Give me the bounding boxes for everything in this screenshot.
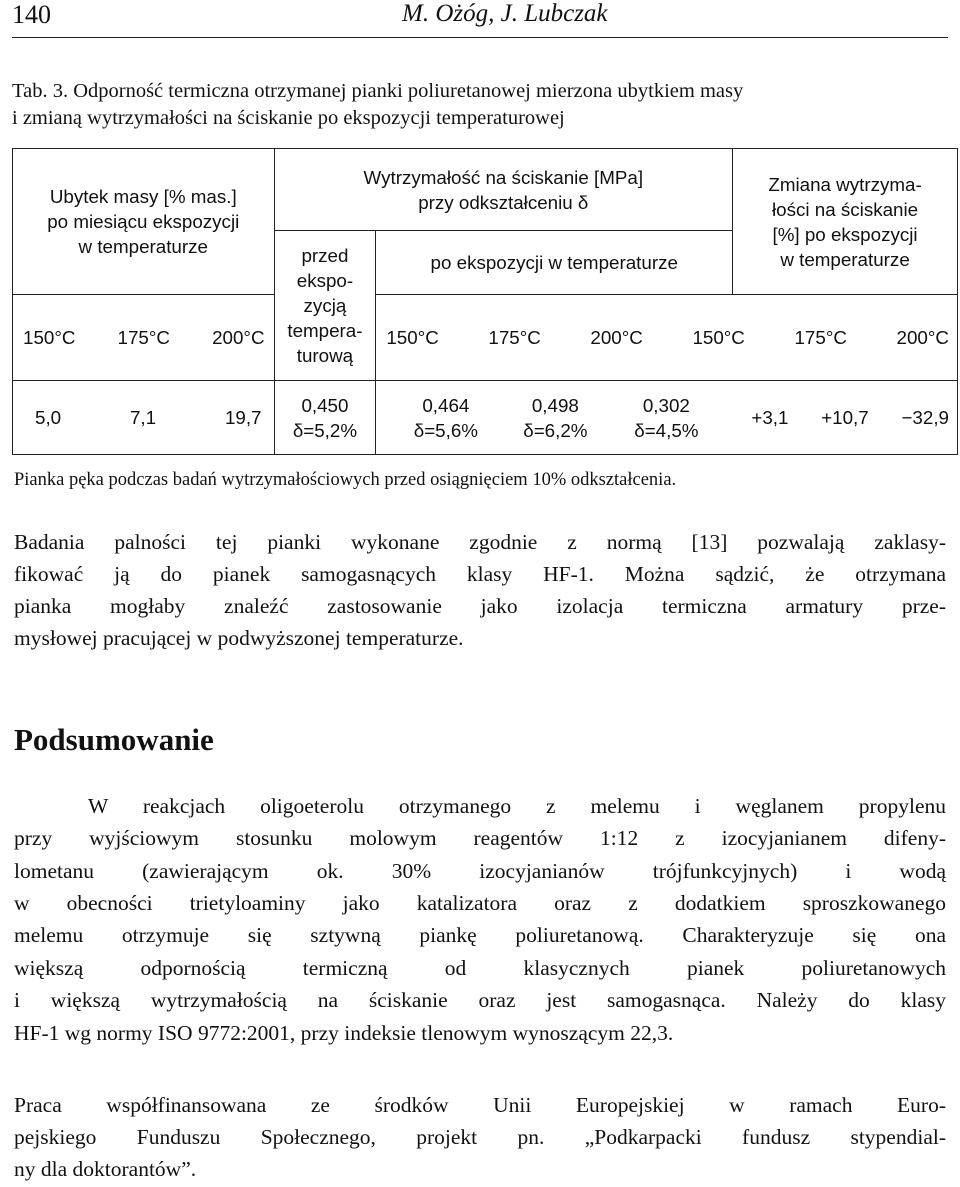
page-number: 140 xyxy=(12,0,51,29)
cell-text: 0,498 xyxy=(531,394,579,416)
temp-label: 150°C xyxy=(23,327,76,348)
change-value: −32,9 xyxy=(901,407,949,428)
header-text: Wytrzymałość na ściskanie [MPa] xyxy=(363,166,644,188)
cell-text: 0,302 xyxy=(642,394,690,416)
header-text: tempera- xyxy=(287,320,363,341)
table-caption-line: i zmianą wytrzymałości na ściskanie po ekspozycji temperaturowej xyxy=(12,107,565,129)
temp-label: 175°C xyxy=(117,327,170,348)
section-heading: Podsumowanie xyxy=(14,722,214,757)
strength-after-value xyxy=(499,393,611,443)
strength-after-value xyxy=(611,393,721,443)
paragraph-line: pianka mogłaby znaleźć zastosowanie jako izolacja termiczna armatury prze- xyxy=(14,594,946,618)
change-value: +10,7 xyxy=(821,407,869,428)
mass-loss-header xyxy=(13,149,275,295)
results-table xyxy=(12,148,958,455)
strength-change-values xyxy=(721,405,949,430)
header-text: ekspo- xyxy=(296,270,354,291)
paragraph-line: pejskiego Funduszu Społecznego, projekt pn. „Podkarpacki fundusz stypendial- xyxy=(14,1125,946,1149)
paragraph-line: Praca współfinansowana ze środków Unii Europejskiej w ramach Euro- xyxy=(14,1093,946,1117)
after-exposure-header: po ekspozycji w temperaturze xyxy=(376,231,733,295)
paragraph-line: lometanu (zawierającym ok. 30% izocyjanianów trójfunkcyjnych) i wodą xyxy=(14,859,946,883)
header-text: przed xyxy=(301,245,349,266)
change-value: +3,1 xyxy=(751,407,789,428)
cell-text: δ=5,2% xyxy=(292,419,358,441)
header-text: Zmiana wytrzyma- xyxy=(768,173,922,195)
header-text: zycją xyxy=(303,295,347,316)
paragraph-line: i większą wytrzymałością na ściskanie oraz jest samogasnąca. Należy do klasy xyxy=(14,988,946,1012)
paragraph-line: mysłowej pracującej w podwyższonej temperaturze. xyxy=(14,626,464,650)
table-caption-line: Tab. 3. Odporność termiczna otrzymanej pianki poliuretanowej mierzona ubytkiem masy xyxy=(12,80,744,102)
mass-loss-value: 5,0 xyxy=(35,407,62,428)
before-exposure-header xyxy=(274,231,376,381)
paragraph-line: melemu otrzymuje się sztywną piankę poliuretanową. Charakteryzuje się ona xyxy=(14,923,946,947)
header-text: Ubytek masy [% mas.] xyxy=(49,186,237,207)
mass-loss-value: 7,1 xyxy=(129,407,157,428)
after-and-change-values xyxy=(376,381,958,455)
after-and-change-temps xyxy=(376,295,958,381)
temp-label: 175°C xyxy=(794,327,847,348)
strength-before-value xyxy=(274,381,376,455)
temp-label: 150°C xyxy=(692,327,745,348)
strength-header xyxy=(274,149,733,231)
mass-loss-temps xyxy=(13,295,275,381)
temp-label: 200°C xyxy=(896,327,949,348)
paragraph-line: fikować ją do pianek samogasnących klasy HF-1. Można sądzić, że otrzymana xyxy=(14,562,946,586)
header-text: turową xyxy=(296,345,354,366)
paragraph-line: HF-1 wg normy ISO 9772:2001, przy indeksie tlenowym wynoszącym 22,3. xyxy=(14,1021,674,1045)
header-text: przy odkształceniu δ xyxy=(418,191,589,213)
table-footnote: Pianka pęka podczas badań wytrzymałościowych przed osiągnięciem 10% odkształcenia. xyxy=(14,470,677,490)
temp-label: 175°C xyxy=(488,327,541,348)
paragraph-line: większą odpornością termiczną od klasycznych pianek poliuretanowych xyxy=(14,956,946,980)
strength-change-header xyxy=(733,149,958,295)
paragraph-line: w obecności trietyloaminy jako katalizatora oraz z dodatkiem sproszkowanego xyxy=(14,891,946,915)
mass-loss-values xyxy=(13,381,275,455)
cell-text: 0,450 xyxy=(301,394,349,416)
paragraph-line: W reakcjach oligoeterolu otrzymanego z melemu i węglanem propylenu xyxy=(88,794,946,818)
mass-loss-value: 19,7 xyxy=(224,407,262,428)
paragraph-line: ny dla doktorantów”. xyxy=(14,1157,197,1181)
temp-label: 200°C xyxy=(590,327,643,348)
header-rule xyxy=(12,37,948,38)
cell-text: 0,464 xyxy=(422,394,470,416)
temp-label: 200°C xyxy=(212,327,265,348)
header-text: w temperaturze xyxy=(78,236,208,257)
running-header-authors: M. Ożóg, J. Lubczak xyxy=(402,0,608,27)
header-text: w temperaturze xyxy=(780,248,910,270)
paragraph-line: Badania palności tej pianki wykonane zgodnie z normą [13] pozwalają zaklasy- xyxy=(14,530,946,554)
header-text: po miesiącu ekspozycji xyxy=(47,211,240,232)
cell-text: δ=4,5% xyxy=(634,419,699,441)
header-text: [%] po ekspozycji xyxy=(772,223,918,245)
cell-text: δ=5,6% xyxy=(413,419,478,441)
header-text: łości na ściskanie xyxy=(771,198,919,220)
temp-label: 150°C xyxy=(386,327,439,348)
strength-after-value xyxy=(392,393,499,443)
cell-text: δ=6,2% xyxy=(523,419,588,441)
paragraph-line: przy wyjściowym stosunku molowym reagentów 1:12 z izocyjanianem difeny- xyxy=(14,826,946,850)
